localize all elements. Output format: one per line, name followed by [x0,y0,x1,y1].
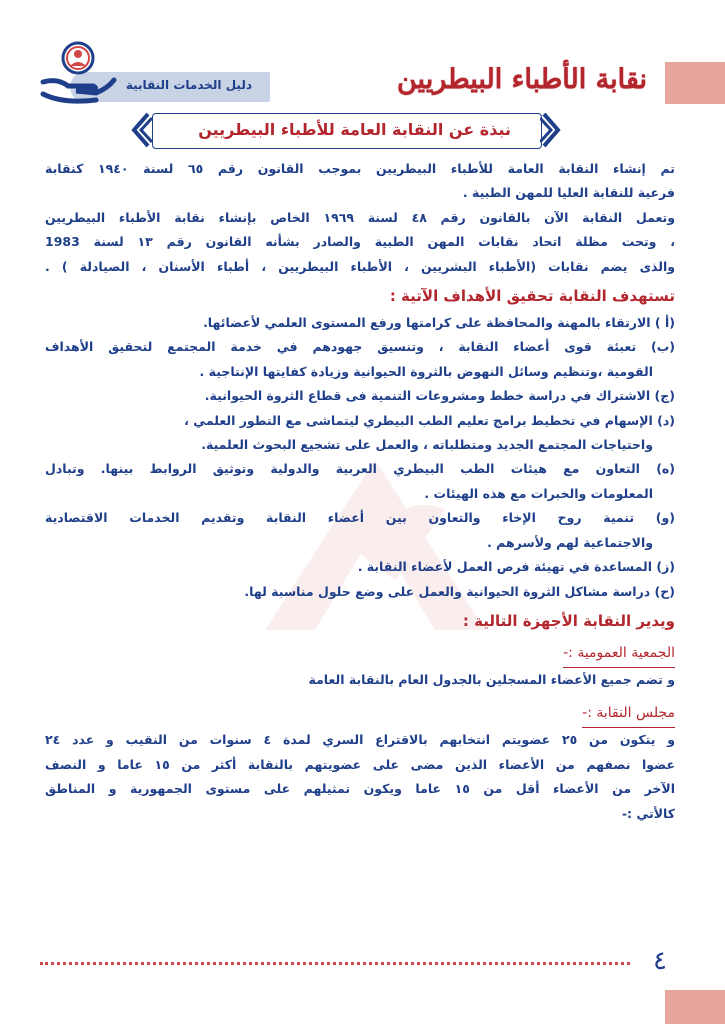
goal-item-continued: القومية ،وتنظيم وسائل النهوض بالثروة الحيوانية وزيادة كفايتها الإنتاجية . [199,363,653,379]
council-text-line: الآخر من الأعضاء أقل من ١٥ عاما ويكون تمثيلهم على مستوى الجمهورية و المناطق [45,781,675,797]
goal-item: (أ ) الارتقاء بالمهنة والمحافظة على كرامتها ورفع المستوى العلمي لأعضائها. [203,315,675,331]
goal-item: (د) الإسهام في تخطيط برامج تعليم الطب البيطري ليتماشى مع التطور العلمي ، [184,412,675,428]
section-title: نبذة عن النقابة العامة للأطباء البيطريين [198,120,511,139]
council-title: مجلس النقابة :- [582,700,675,728]
corner-decoration [665,62,725,104]
section-title-box [152,113,542,149]
council-text-line: عضوا نصفهم من الأعضاء الذين مضى على عضويتهم بالنقابة أكثر من ١٥ عاما و النصف [45,756,675,772]
guide-label: دليل الخدمات النقابية [125,78,252,92]
hand-person-icon [38,38,118,110]
council-text-line: و يتكون من ٢٥ عضويتم انتخابهم بالاقتراع السري لمدة ٤ سنوات من النقيب و عدد ٢٤ [45,732,675,748]
goal-item: (ب) تعبئة قوى أعضاء النقابة ، وتنسيق جهودهم في خدمة المجتمع لتحقيق الأهداف [45,339,675,355]
page-number: ٤ [653,946,667,976]
goal-item-continued: المعلومات والخبرات مع هذه الهيئات . [424,485,653,501]
goal-item: (ه) التعاون مع هيئات الطب البيطري العربية والدولية وتوثيق الروابط بينها. وتبادل [45,461,675,477]
intro-line: ، وتحت مظلة اتحاد نقابات المهن الطبية والصادر بشأنه القانون رقم ١٣ لسنة 1983 [45,234,675,250]
goal-item-continued: والاجتماعية لهم ولأسرهم . [487,534,653,550]
syndicate-logo: نقابة الأطباء البيطريين [397,64,647,95]
council-text-line: كالأتي :- [621,805,675,821]
goal-item-continued: واحتياجات المجتمع الجديد ومتطلباته ، والعمل على تشجيع البحوث العلمية. [201,437,653,453]
goal-item: (ج) الاشتراك في دراسة خطط ومشروعات التنمية فى قطاع الثروة الحيوانية. [204,388,675,404]
bodies-heading: ويدير النقابة الأجهزة التالية : [462,611,675,630]
left-chevron-icon [130,112,152,148]
goals-heading: تستهدف النقابة تحقيق الأهداف الآتية : [389,287,675,306]
goal-item: (ح) دراسة مشاكل الثروة الحيوانية والعمل على وضع حلول مناسبة لها. [244,583,675,599]
general-assembly-text: و تضم جميع الأعضاء المسجلين بالجدول العام بالنقابة العامة [308,671,675,687]
goal-item: (و) تنمية روح الإخاء والتعاون بين أعضاء النقابة وتقديم الخدمات الاقتصادية [45,510,675,526]
intro-line: فرعية للنقابة العليا للمهن الطبية . [462,185,675,201]
intro-line: والذى يضم نقابات (الأطباء البشريين ، الأطباء البيطريين ، أطباء الأسنان ، الصيادلة ) . [45,258,675,274]
footer-divider [40,962,630,965]
general-assembly-title: الجمعية العمومية :- [563,640,675,668]
intro-line: وتعمل النقابة الآن بالقانون رقم ٤٨ لسنة ١٩٦٩ الخاص بإنشاء نقابة الأطباء البيطريين [45,209,676,225]
intro-line: تم إنشاء النقابة العامة للأطباء البيطريين بموجب القانون رقم ٦٥ لسنة ١٩٤٠ كنقابة [45,161,675,176]
goal-item: (ز) المساعدة في تهيئة فرص العمل لأعضاء النقابة . [357,559,675,575]
main-content [45,157,675,826]
right-chevron-icon [540,112,562,148]
page-tab-decoration [665,990,725,1024]
